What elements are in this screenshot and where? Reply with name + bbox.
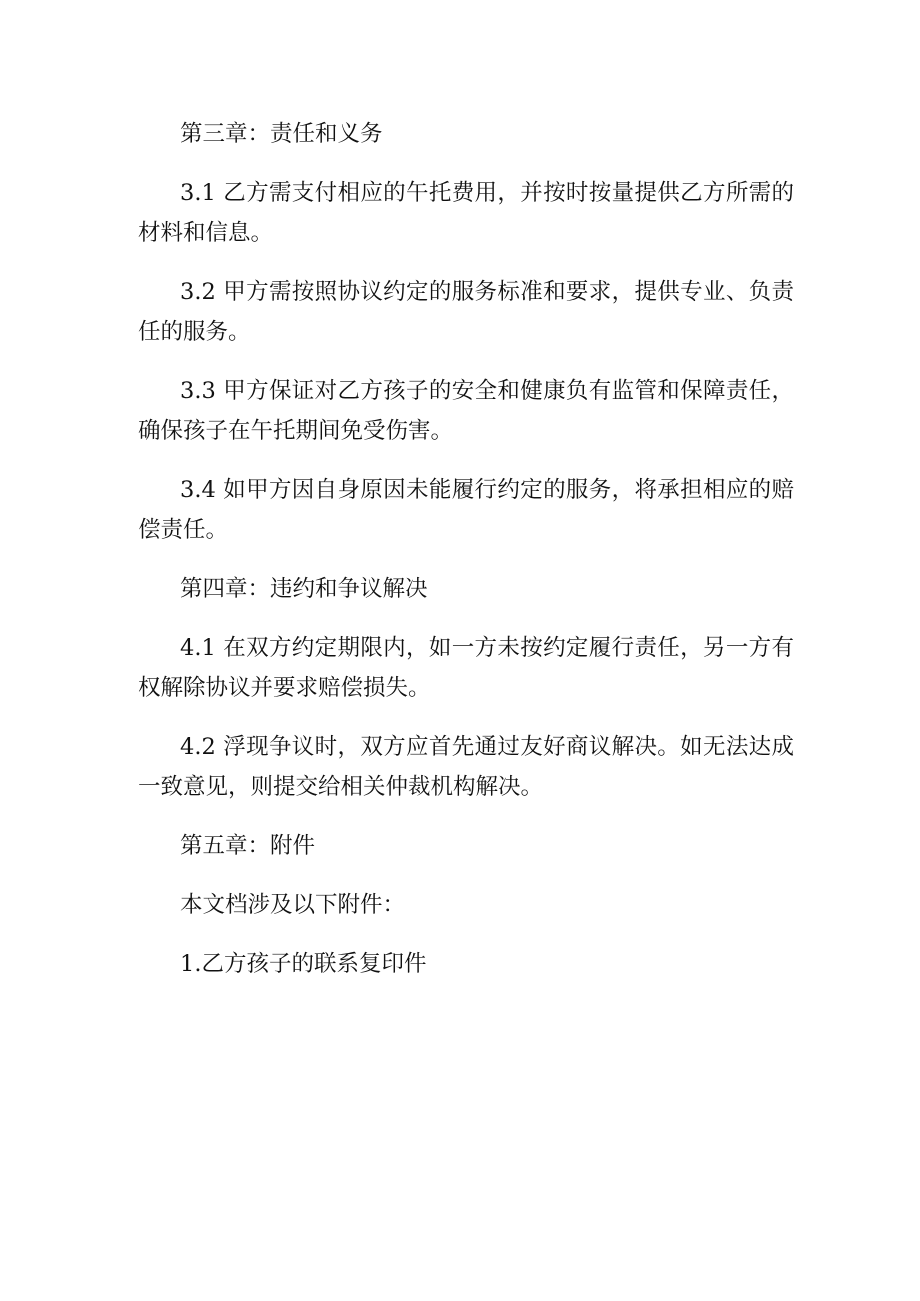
document-body	[138, 114, 794, 1003]
attachments-intro: 本文档涉及以下附件：	[180, 892, 406, 918]
clause-3-3: 3.3 甲方保证对乙方孩子的安全和健康负有监管和保障责任，确保孩子在午托期间免受伤害。	[138, 378, 794, 444]
clause-3-1: 3.1 乙方需支付相应的午托费用，并按时按量提供乙方所需的材料和信息。	[138, 180, 794, 246]
attachment-1: 1.乙方孩子的联系复印件	[180, 951, 427, 977]
clause-4-1: 4.1 在双方约定期限内，如一方未按约定履行责任，另一方有权解除协议并要求赔偿损失。	[138, 635, 794, 701]
chapter-3-heading: 第三章：责任和义务	[180, 121, 383, 147]
clause-3-4: 3.4 如甲方因自身原因未能履行约定的服务，将承担相应的赔偿责任。	[138, 477, 794, 543]
clause-3-2: 3.2 甲方需按照协议约定的服务标准和要求，提供专业、负责任的服务。	[138, 279, 794, 345]
chapter-5-heading: 第五章：附件	[180, 833, 316, 859]
clause-4-2: 4.2 浮现争议时，双方应首先通过友好商议解决。如无法达成一致意见，则提交给相关仲裁机构解决。	[138, 734, 794, 800]
chapter-4-heading: 第四章：违约和争议解决	[180, 576, 428, 602]
